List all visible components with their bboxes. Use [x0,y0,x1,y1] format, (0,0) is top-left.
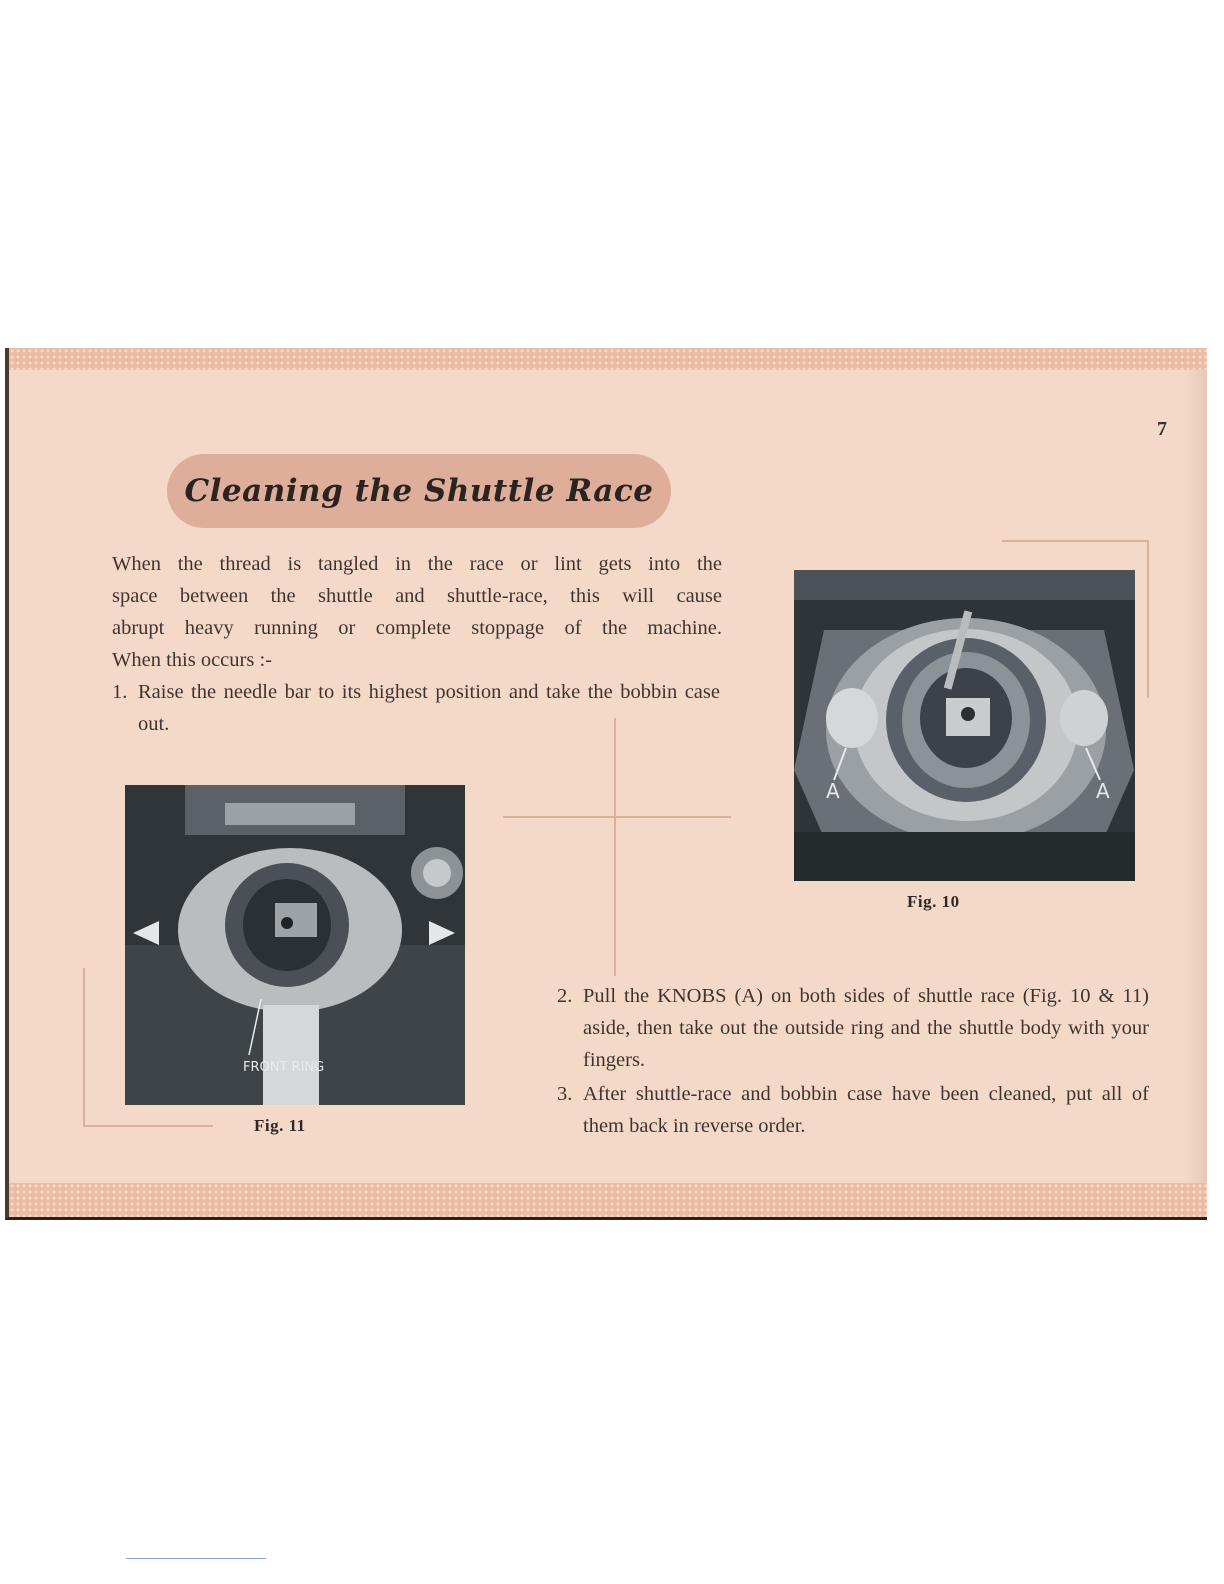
fig-11-photo [125,785,465,1105]
corner-rule [83,1125,213,1127]
intro-line: space between the shuttle and shuttle-race, this will cause [112,585,722,607]
step-text: After shuttle-race and bobbin case have been cleaned, put all of them back in reverse order. [583,1083,1149,1137]
footnote-rule [126,1558,266,1559]
corner-rule [1002,540,1148,542]
manual-page [5,348,1207,1220]
step-text: Pull the KNOBS (A) on both sides of shuttle race (Fig. 10 & 11) aside, then take out the outside ring and the shuttle body with your fingers. [583,985,1149,1071]
steps-2-3 [557,980,1149,1142]
step-number: 1. [112,681,128,703]
divider-rule [614,718,616,976]
step-1 [112,676,720,740]
step-number: 2. [557,985,573,1007]
fig-11-label: FRONT RING [243,1060,325,1075]
fig-10-illustration [794,570,1135,881]
fig-10-label-right: A [1096,779,1110,803]
fig-11-caption: Fig. 11 [254,1116,306,1135]
step-3 [557,1078,1149,1142]
step-text: Raise the needle bar to its highest position and take the bobbin case out. [138,681,720,735]
fig-10-caption: Fig. 10 [907,892,960,911]
page-edge-shadow [1185,370,1207,1183]
section-title: Cleaning the Shuttle Race [184,473,654,509]
intro-line: When this occurs :- [112,649,272,671]
bottom-decorative-band [9,1183,1207,1217]
intro-line: When the thread is tangled in the race or lint gets into the [112,553,722,575]
corner-rule [83,968,85,1126]
fig-11-illustration [125,785,465,1105]
top-decorative-band [9,348,1207,370]
step-number: 3. [557,1083,573,1105]
divider-rule [503,816,731,818]
fig-10-label-left: A [826,779,840,803]
section-title-banner [167,454,671,528]
fig-10-photo [794,570,1135,881]
intro-line: abrupt heavy running or complete stoppage of the machine. [112,617,722,639]
corner-rule [1147,540,1149,698]
step-2 [557,980,1149,1076]
page-number: 7 [1157,418,1167,440]
intro-paragraph [112,548,722,676]
